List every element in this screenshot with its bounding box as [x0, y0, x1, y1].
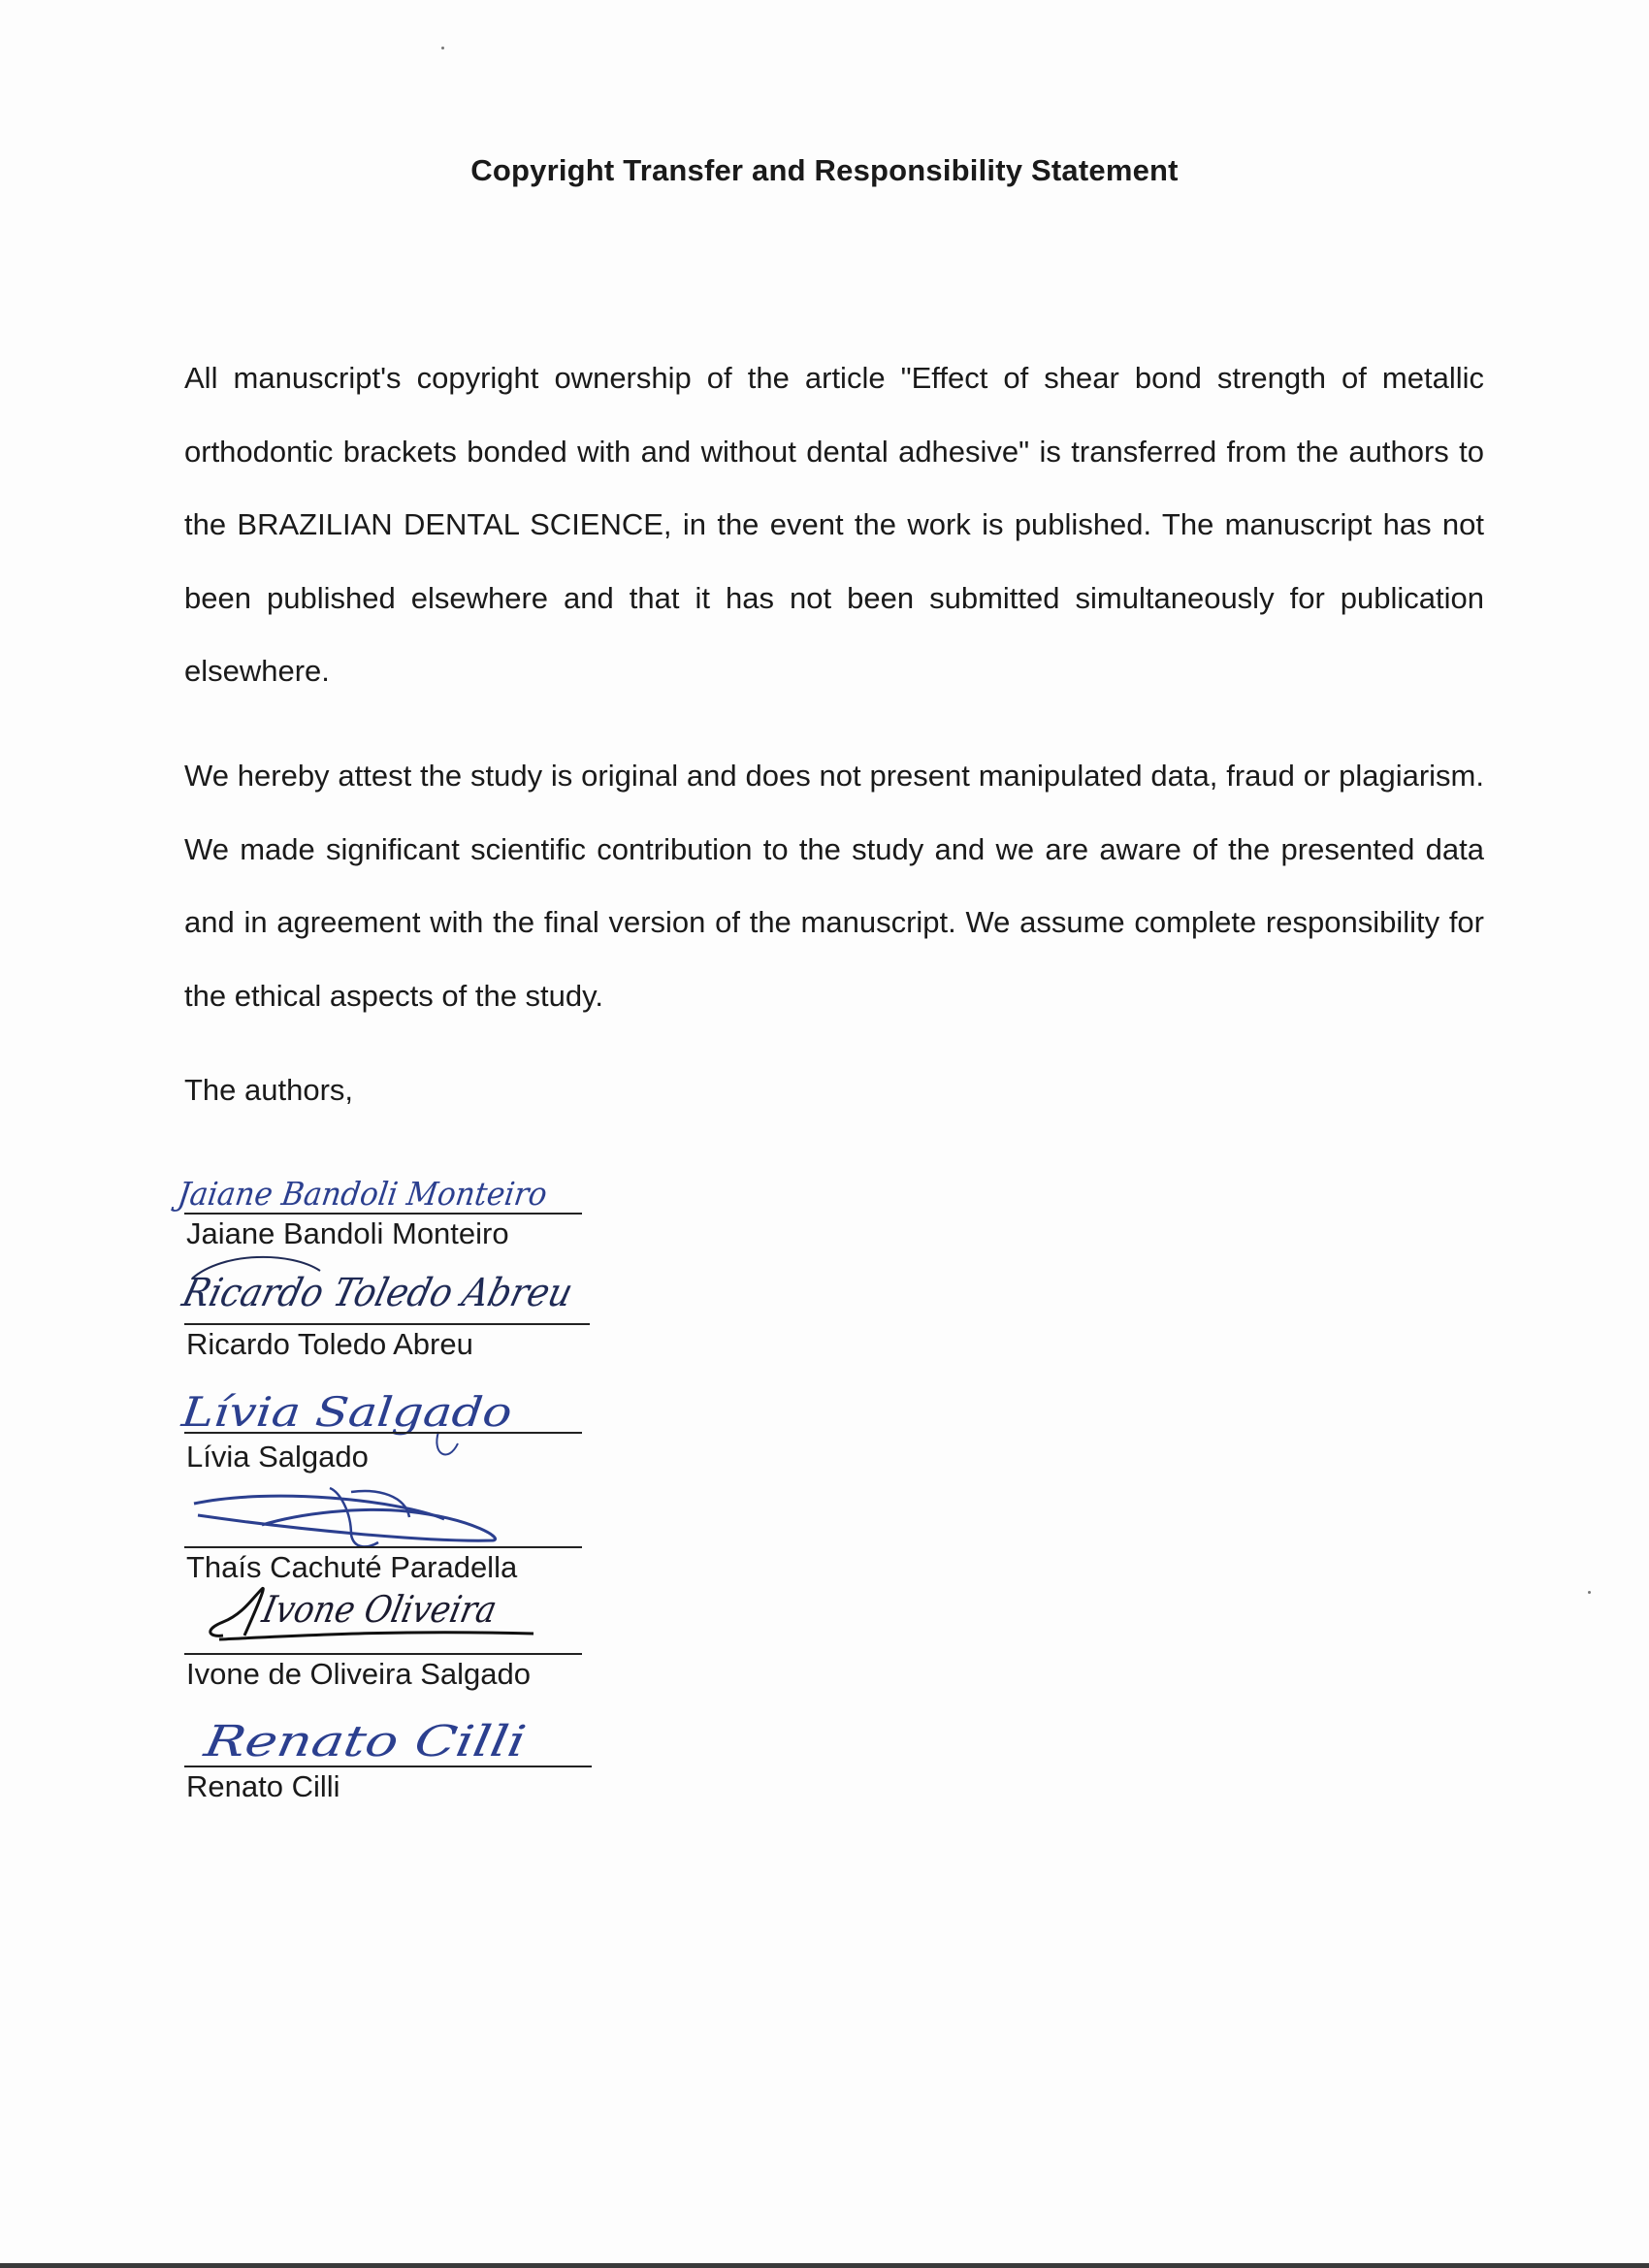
signatory-name: Lívia Salgado	[186, 1440, 369, 1474]
signature-line	[184, 1432, 582, 1434]
signature-line	[184, 1546, 582, 1548]
signature-line	[184, 1766, 592, 1767]
scan-bottom-edge	[0, 2263, 1649, 2268]
signature-block-ivone	[184, 1579, 592, 1690]
signatory-name: Jaiane Bandoli Monteiro	[186, 1216, 509, 1250]
signature-text: Renato Cilli	[200, 1717, 464, 1766]
handwritten-signature	[178, 1251, 617, 1339]
signature-block-thais	[184, 1482, 592, 1593]
signature-text: Ricardo Toledo Abreu	[178, 1269, 617, 1315]
signature-text: Ivone Oliveira	[258, 1588, 531, 1632]
signatory-name: Thaís Cachuté Paradella	[186, 1550, 518, 1584]
signatory-name: Ivone de Oliveira Salgado	[186, 1657, 532, 1691]
signature-text: Lívia Salgado	[179, 1388, 465, 1436]
paragraph-responsibility: We hereby attest the study is original and does not present manipulated data, fraud or plagiarism. We made significant scientific contribution to the study and we are aware of the presented data and in agreement with the final version of the manuscript. We assume complete responsibility for the ethical aspects of the study.	[184, 759, 1484, 1013]
signature-block-livia	[179, 1372, 592, 1482]
closing-line: The authors,	[184, 1073, 354, 1107]
signature-line	[184, 1323, 590, 1325]
signature-block-renato	[184, 1705, 592, 1816]
scan-speck	[441, 47, 444, 49]
document-title: Copyright Transfer and Responsibility Statement	[470, 153, 1179, 187]
signature-line	[184, 1213, 582, 1215]
signature-line	[184, 1653, 582, 1655]
signature-text: Jaiane Bandoli Monteiro	[175, 1175, 575, 1213]
signatory-name: Ricardo Toledo Abreu	[186, 1327, 473, 1361]
paragraph-copyright-transfer: All manuscript's copyright ownership of the article "Effect of shear bond strength of metallic orthodontic brackets bonded with and without dental adhesive" is transferred from the authors to the BRAZILIAN DENTAL SCIENCE, in the event the work is published. The manuscript has not been published elsewhere and that it has not been submitted simultaneously for publication elsewhere.	[184, 361, 1484, 688]
signatory-name: Renato Cilli	[186, 1769, 340, 1803]
scan-speck	[1588, 1591, 1591, 1594]
signature-block-ricardo	[178, 1251, 617, 1362]
